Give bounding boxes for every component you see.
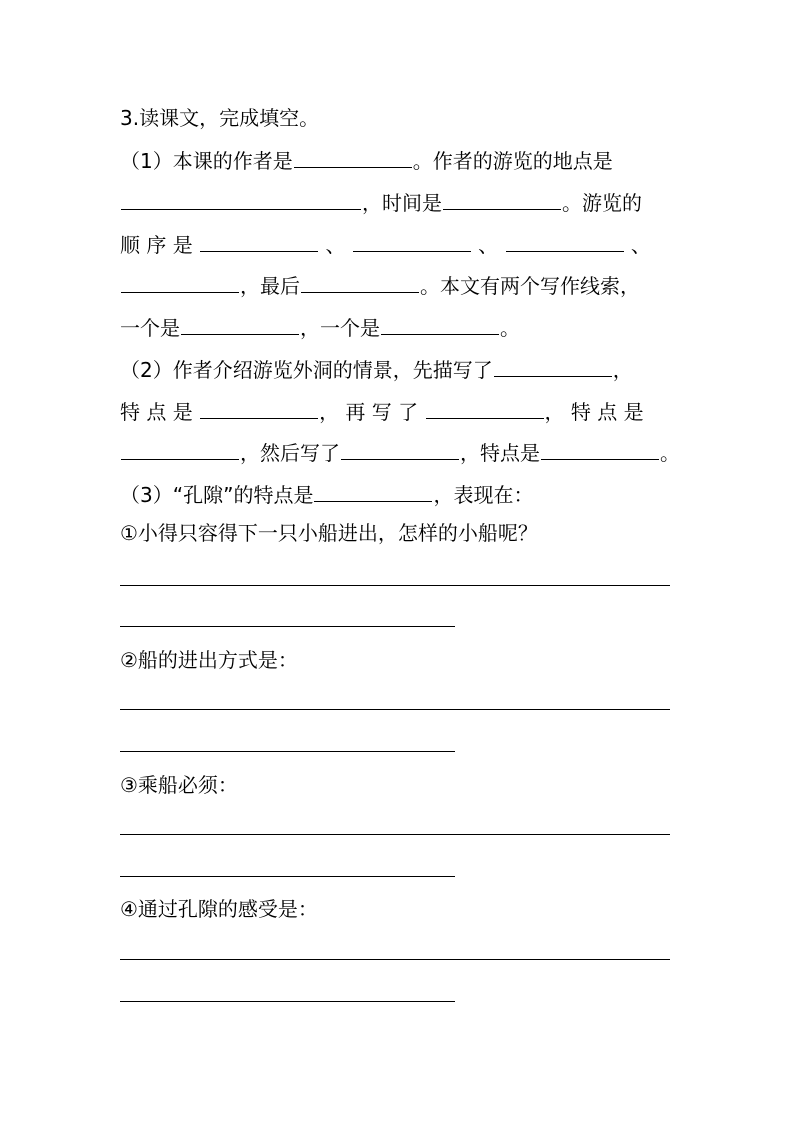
blank-scene-1[interactable] bbox=[494, 354, 612, 377]
q3-line-1: （3）“孔隙”的特点是 ，表现在： bbox=[120, 479, 533, 510]
q3-sub-1: ①小得只容得下一只小船进出，怎样的小船呢？ bbox=[120, 521, 538, 545]
blank-order-3[interactable] bbox=[506, 229, 624, 252]
q3-sub-3: ③乘船必须： bbox=[120, 773, 238, 797]
answer-line[interactable] bbox=[120, 959, 670, 960]
blank-scene-2[interactable] bbox=[426, 396, 544, 419]
blank-order-2[interactable] bbox=[353, 229, 471, 252]
blank-clue-1[interactable] bbox=[181, 312, 299, 335]
q1-line-2: ，时间是 。游览的 bbox=[120, 187, 642, 218]
q2-line-1: （2）作者介绍游览外洞的情景，先描写了 ， bbox=[120, 354, 633, 385]
q2-line-3: ，然后写了 ，特点是 。 bbox=[120, 437, 680, 468]
blank-gap-feature[interactable] bbox=[314, 479, 432, 502]
answer-line[interactable] bbox=[120, 709, 670, 710]
blank-feature-1[interactable] bbox=[200, 396, 318, 419]
blank-author[interactable] bbox=[294, 145, 412, 168]
blank-order-4[interactable] bbox=[121, 270, 239, 293]
q1-line-4: ，最后 。本文有两个写作线索， bbox=[120, 270, 640, 301]
q2-line-2: 特 点 是 ， 再 写 了 ， 特 点 是 bbox=[120, 396, 644, 427]
blank-clue-2[interactable] bbox=[381, 312, 499, 335]
q3-sub-2: ②船的进出方式是： bbox=[120, 648, 298, 672]
blank-scene-3[interactable] bbox=[341, 437, 459, 460]
q3-sub-4: ④通过孔隙的感受是： bbox=[120, 897, 318, 921]
blank-feature-3[interactable] bbox=[541, 437, 659, 460]
blank-order-1[interactable] bbox=[200, 229, 318, 252]
answer-line[interactable] bbox=[120, 876, 455, 877]
blank-location[interactable] bbox=[121, 187, 361, 210]
q1-line-1: （1）本课的作者是 。作者的游览的地点是 bbox=[120, 145, 613, 176]
exercise-title: 3.读课文，完成填空。 bbox=[120, 106, 320, 130]
q1-line-5: 一个是 ，一个是 。 bbox=[120, 312, 520, 343]
blank-order-last[interactable] bbox=[301, 270, 419, 293]
answer-line[interactable] bbox=[120, 585, 670, 586]
blank-time[interactable] bbox=[443, 187, 561, 210]
q1-line-3: 顺 序 是 、 、 、 bbox=[120, 229, 651, 260]
answer-line[interactable] bbox=[120, 626, 455, 627]
answer-line[interactable] bbox=[120, 751, 455, 752]
answer-line[interactable] bbox=[120, 834, 670, 835]
blank-feature-2[interactable] bbox=[121, 437, 239, 460]
answer-line[interactable] bbox=[120, 1001, 455, 1002]
